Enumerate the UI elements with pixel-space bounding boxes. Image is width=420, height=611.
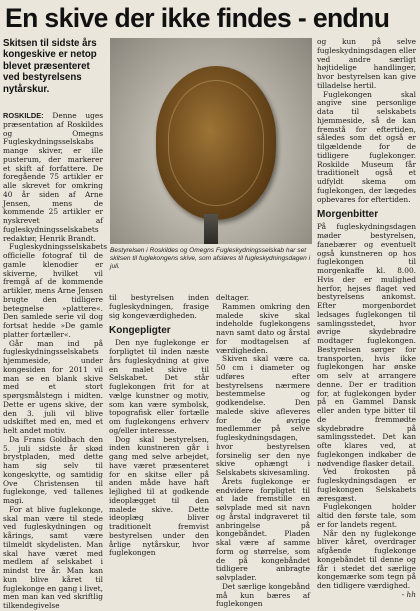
paragraph: Fugleskydningsselskabets officielle fotograf til de gamle klenodier er skiverne, hvilket vil fremgå af de kommende artikler, mens Arne Jensen brugte den tidligere betegnelse »plattere«. Den samlede serie vil dog fortsat hedde »De gamle platter fortæller«. (3, 242, 108, 339)
article-column-2 (109, 294, 209, 558)
paragraph: Den nye fuglekonge er forpligtet til inden næste års fugleskydning at give en malet skive til Selskabet. Det står fuglekongen frit for at vælge kunstner og motiv, som kan være symbolsk, topografisk eller fortælle om fuglekongens erhverv og/eller interesse. (109, 338, 209, 435)
paragraph: For at blive fuglekonge, skal man være til stede ved fugleskydningen og kårings, samt være tilmeldt skydelisten. Man skal have været med medlem af selskabet i mindst tre år. Man kan kun blive kåret til fuglekonge en gang i livet, men man kan ved skriftlig tilkendegivelse (3, 504, 103, 610)
paragraph-text: Denne uges præsentation af Roskildes og Omegns Fugleskydningsselskabs mange skiver, er ille pusterum, der markerer et skift af forfattere. De foregående 75 artikler er alle skrevet for omkring 40 år siden af Arne Jensen, mens de kommende 25 artikler er nyskrevet af fugleskydningsselskabets redaktør, Henrik Brandt. (3, 111, 103, 243)
paragraph: Årets fuglekonge er endvidere forpligtet til at lade fremstille en sølvplade med sit navn og årstal indgraveret til anbringelse på kongebåndet. Pladen skal være af samme form og størrelse, som de på kongebåndet tidligere anbragte sølvplader. (216, 476, 310, 582)
photo-caption: Bestyrelsen i Roskildes og Omegns Fugleskydningsselskab har set skitsen til fuglekongens skive, som afsløres til fugleskydningsdagen i juli. (110, 247, 311, 270)
paragraph: og kun på selve fugleskydningsdagen eller ved andre særligt højtidelige handlinger, hvor bestyrelsen kan give tilladelse hertil. (317, 37, 416, 90)
paragraph: Fuglekongen holder altid den første tale, som er for landets regent. (317, 502, 416, 529)
paragraph: Går man ind på fugleskydningsselskabets hjemmeside, under kongesiden for 2011 vil man se en blank skive med et stort spørgsmålstegn i midten. Dette er ugens skive, der den 3. juli vil blive udskiftet med en, med et helt andet motiv. (3, 338, 103, 435)
subheading-morgenbitter: Morgenbitter (317, 209, 379, 221)
paragraph: Ved frokosten på fugleskydningsdagen er fuglekongen Selskabets æresgæst. (317, 467, 416, 503)
author-signature: - hh (401, 589, 416, 599)
paragraph: deltager. (216, 293, 250, 302)
disc-stand (204, 214, 218, 244)
article-column-3 (216, 294, 310, 609)
painted-disc-image (156, 66, 276, 220)
paragraph: Skiven skal være ca. 50 cm i diameter og udføres efter bestyrelsens nærmere bestemmelse og godkendelse. Den malede skive afleveres for de øvrige medlemmer på selve fugleskydningsdagen, hvor bestyrelsen forsinelig ser den nye skive ophængt i Selskabets skivesamling. (216, 354, 310, 477)
article-headline: En skive der ikke findes - endnu (5, 3, 390, 33)
paragraph: Dog skal bestyrelsen, inden kunstneren går i gang med selve arbejdet, have været præsenteret for en skitse eller på anden måde have haft lejlighed til at godkende ideoplægget til den malede skive. Dette ideoplæg bliver traditionelt fremvist bestyrelsen under den årlige nytårskur, hvor fuglekongen (109, 434, 209, 558)
disc-rim (168, 80, 264, 206)
skive-photo (110, 38, 312, 244)
article-column-4 (317, 38, 416, 600)
paragraph: Fuglekongen skal angive sine personlige data til selskabets hjemmeside, så de kan fremstå for eftertiden, således som det også er tilgældende for de tidligere fuglekonger. Roskilde Museum får traditionelt også et udfyldt skema om fuglekongen, der lægedes opbevares for eftertiden. (317, 89, 416, 204)
article-intro: Skitsen til sidste års kongeskive er netop blevet præsenteret ved bestyrelsens nytårskur. (3, 38, 97, 95)
paragraph: til bestyrelsen inden fugleskydningen, frasige sig kongeværdigheden. (109, 293, 209, 320)
paragraph (3, 112, 103, 243)
dateline: ROSKILDE: (3, 111, 44, 120)
paragraph: Når den ny fuglekonge bliver kåret, overdrager afgående fuglekonge kongebåndet til denne og får i stedet det særlige kongemærke som tegn på den tidligere værdighed. (317, 528, 416, 590)
paragraph: Det særlige kongebånd må kun bæres af fuglekongen (216, 581, 310, 609)
article-column-1 (3, 111, 108, 611)
subheading-kongepligter: Kongepligter (109, 325, 171, 337)
paragraph: Rammen omkring den malede skive skal indeholde fuglekongens navn samt dato og årstal for modtagelsen af værdigheden. (216, 301, 310, 355)
paragraph: Da Frans Goldbach den 5. juli sidste år skød brystpladen, med dette ham sig selv til kongeskytte, og samtidig Ove Christensen til fuglekonge, ved tallenes magi. (3, 434, 103, 505)
paragraph: På fugleskydningsdagen møder bestyrelsen, fanebærer og eventuelt også kunstneren op hos fuglekongen til morgenkaffe kl. 8.00. Hvis der er mulighed herfor, hejses flaget ved bestyrelsens ankomst. Efter morgenbordet ledsages fuglekongen til samlingsstedet, hvor øvrige skydebrødre modtager fuglekongen. Bestyrelsen sørger for transporten, hvis ikke fuglekongen har ønske om selv at arrangere denne. Der er tradition for, at fuglekongen byder på en Gammel Dansk eller anden type bitter til de fremmødte skydebrødre på samlingsstedet. Det kan ofte klares ved, at fuglekongen indkøber de nødvendige flasker detail. (317, 222, 416, 468)
